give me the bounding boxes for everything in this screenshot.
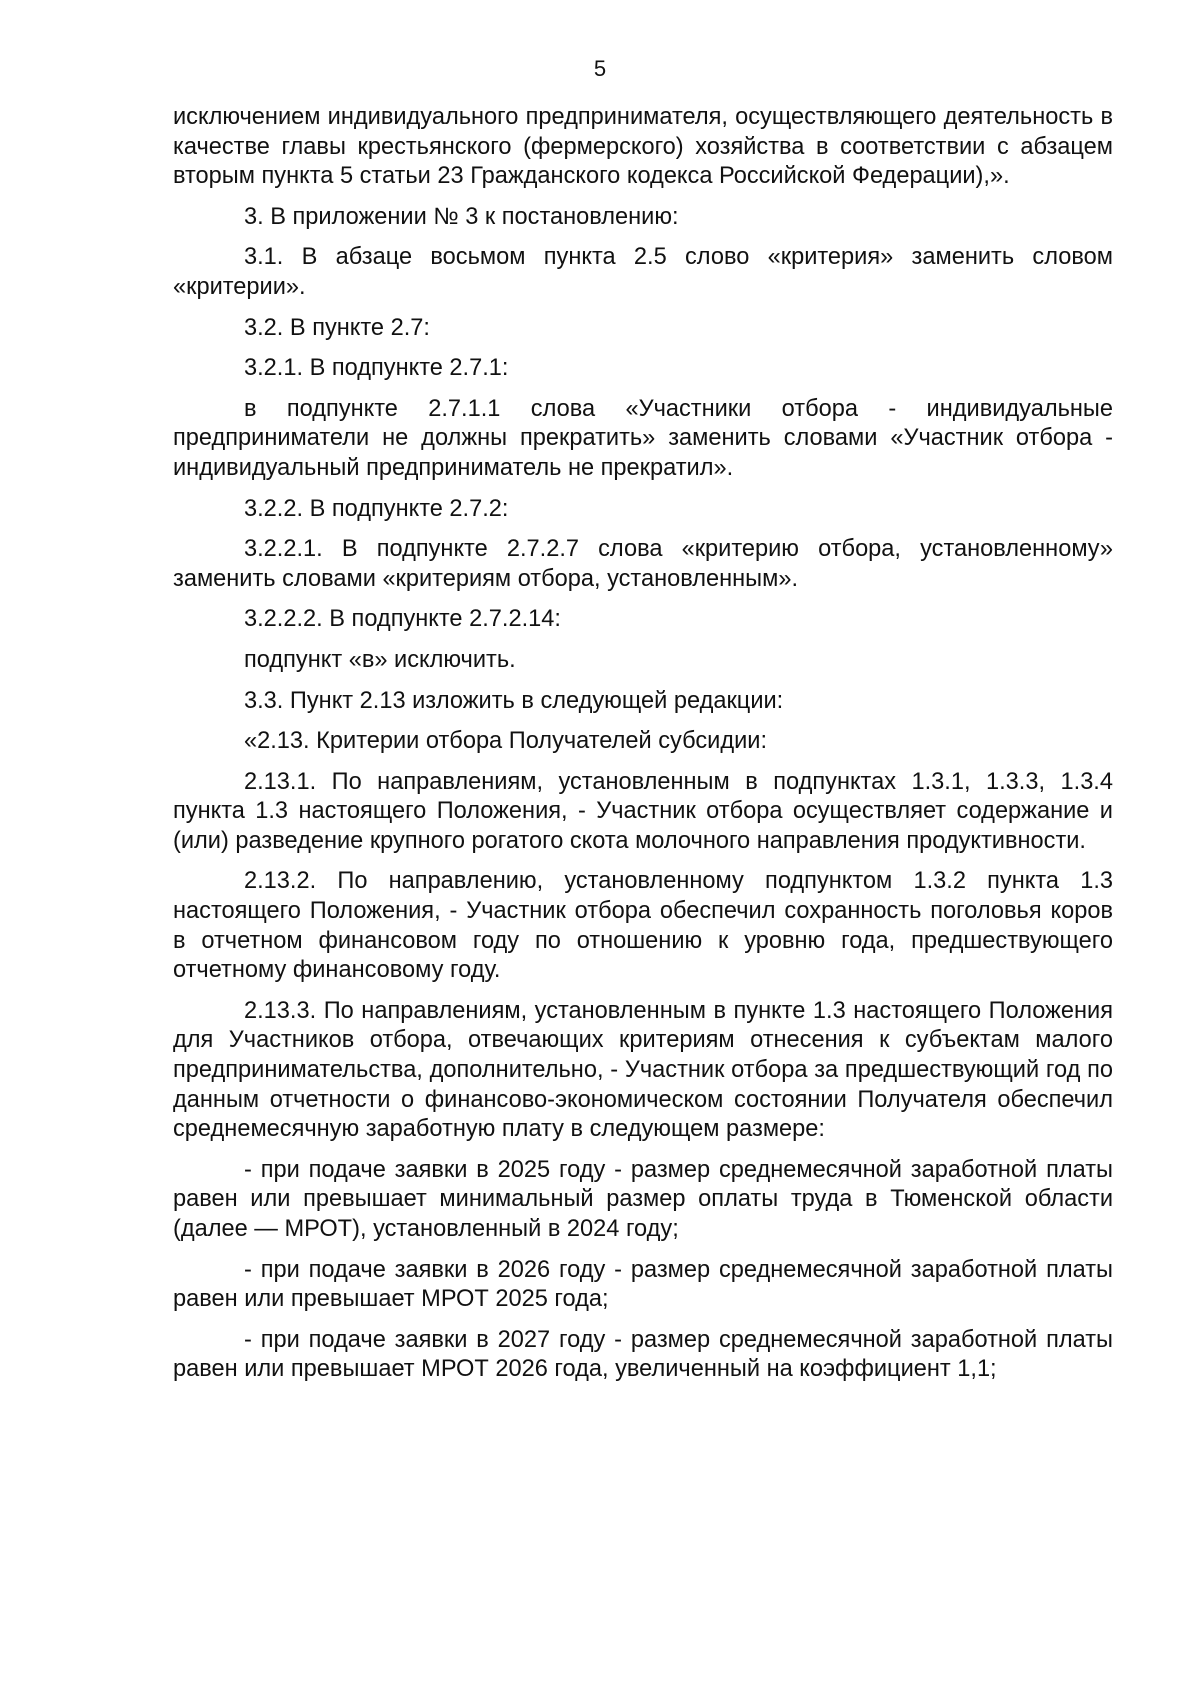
list-item-2027: - при подаче заявки в 2027 году - размер среднемесячной заработной платы равен или превышает МРОТ 2026 года, увеличенный на коэффициент 1,1;: [173, 1326, 1113, 1383]
list-item-2026: - при подаче заявки в 2026 году - размер среднемесячной заработной платы равен или превышает МРОТ 2025 года;: [173, 1256, 1113, 1313]
paragraph-item-3-3: 3.3. Пункт 2.13 изложить в следующей редакции:: [244, 687, 784, 714]
list-item-2025: - при подаче заявки в 2025 году - размер среднемесячной заработной платы равен или превышает минимальный размер оплаты труда в Тюменской области (далее — МРОТ), установленный в 2024 году;: [173, 1156, 1113, 1242]
paragraph-item-3-2-2: 3.2.2. В подпункте 2.7.2:: [244, 495, 509, 522]
paragraph-item-3: 3. В приложении № 3 к постановлению:: [244, 203, 679, 230]
paragraph-criteria-2-13-3: 2.13.3. По направлениям, установленным в пункте 1.3 настоящего Положения для Участников отбора, отвечающих критериям отнесения к субъектам малого предпринимательства, дополнительно, - Участник отбора за предшествующий год по данным отчетности о финансово-экономическом состоянии Получателя обеспечил среднемесячную заработную плату в следующем размере:: [173, 997, 1113, 1143]
paragraph-item-3-2: 3.2. В пункте 2.7:: [244, 314, 430, 341]
paragraph-item-3-2-2-1: 3.2.2.1. В подпункте 2.7.2.7 слова «критерию отбора, установленному» заменить словами «критериям отбора, установленным».: [173, 536, 1113, 592]
paragraph-item-3-1: 3.1. В абзаце восьмом пункта 2.5 слово «критерия» заменить словом «критерии».: [173, 244, 1113, 300]
document-body: [173, 103, 1113, 1396]
paragraph-criteria-heading: «2.13. Критерии отбора Получателей субсидии:: [244, 728, 768, 755]
paragraph-continuation: исключением индивидуального предпринимателя, осуществляющего деятельность в качестве главы крестьянского (фермерского) хозяйства в соответствии с абзацем вторым пункта 5 статьи 23 Гражданского кодекса Российской Федерации),».: [173, 104, 1113, 190]
paragraph-item-3-2-1: 3.2.1. В подпункте 2.7.1:: [244, 355, 509, 382]
paragraph-criteria-2-13-1: 2.13.1. По направлениям, установленным в подпунктах 1.3.1, 1.3.3, 1.3.4 пункта 1.3 настоящего Положения, - Участник отбора осуществляет содержание и (или) разведение крупного рогатого скота молочного направления продуктивности.: [173, 768, 1113, 854]
page-number: 5: [593, 56, 607, 81]
paragraph-exclude-subitem: подпункт «в» исключить.: [244, 646, 516, 673]
paragraph-subitem-2-7-1-1: в подпункте 2.7.1.1 слова «Участники отбора - индивидуальные предприниматели не должны прекратить» заменить словами «Участник отбора - индивидуальный предприниматель не прекратил».: [173, 395, 1113, 481]
paragraph-criteria-2-13-2: 2.13.2. По направлению, установленному подпунктом 1.3.2 пункта 1.3 настоящего Положения, - Участник отбора обеспечил сохранность поголовья коров в отчетном финансовом году по отношению к уровню года, предшествующего отчетному финансовому году.: [173, 868, 1113, 984]
paragraph-item-3-2-2-2: 3.2.2.2. В подпункте 2.7.2.14:: [244, 606, 561, 633]
